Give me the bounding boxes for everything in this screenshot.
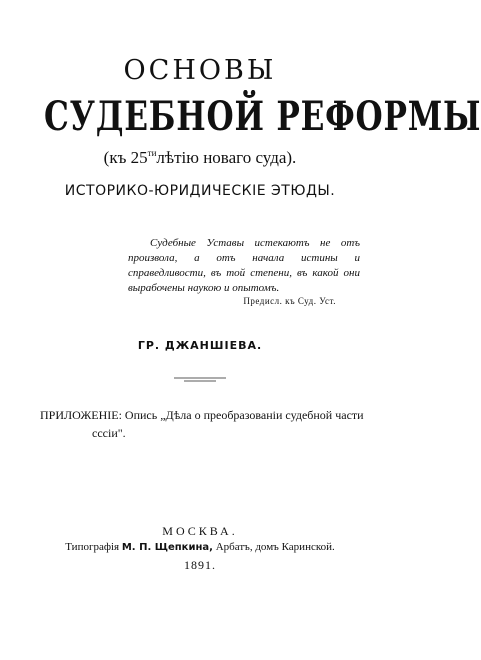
epigraph-source: Предисл. къ Суд. Уст. <box>243 296 336 306</box>
epigraph <box>128 236 360 296</box>
title-line-3-sup: ти <box>147 148 157 158</box>
title-line-3 <box>0 148 400 168</box>
title-line-3-after: лѣтію новаго суда). <box>156 148 297 167</box>
imprint-city: МОСКВА. <box>162 524 238 538</box>
epigraph-text: Судебные Уставы истекаютъ не отъ произвола, а отъ начала истины и справедливости, въ той степени, въ какой они вырабочены наукою и опытомъ. <box>128 237 360 294</box>
author: ГР. ДЖАНШІЕВА. <box>137 339 263 352</box>
subtitle: ИСТОРИКО-ЮРИДИЧЕСКІЕ ЭТЮДЫ. <box>64 183 336 199</box>
appendix-label: ПРИЛОЖЕНІЕ: <box>40 408 122 422</box>
title-line-2: СУДЕБНОЙ РЕФОРМЫ <box>44 93 481 140</box>
appendix <box>40 406 372 442</box>
imprint-printer <box>0 541 400 553</box>
printer-before: Типографія <box>65 541 120 553</box>
imprint-year: 1891. <box>184 558 216 572</box>
appendix-text: Опись „Дѣла о преобразованіи судебной части <box>124 408 364 422</box>
title-line-3-before: (къ 25 <box>103 148 148 167</box>
title-line-1: ОСНОВЫ <box>123 55 277 86</box>
printer-after: Арбатъ, домъ Каринской. <box>215 541 335 553</box>
ornament-divider <box>172 377 228 383</box>
printer-name: М. П. Щепкина, <box>121 542 213 553</box>
appendix-text-2: сссіи". <box>92 426 126 440</box>
